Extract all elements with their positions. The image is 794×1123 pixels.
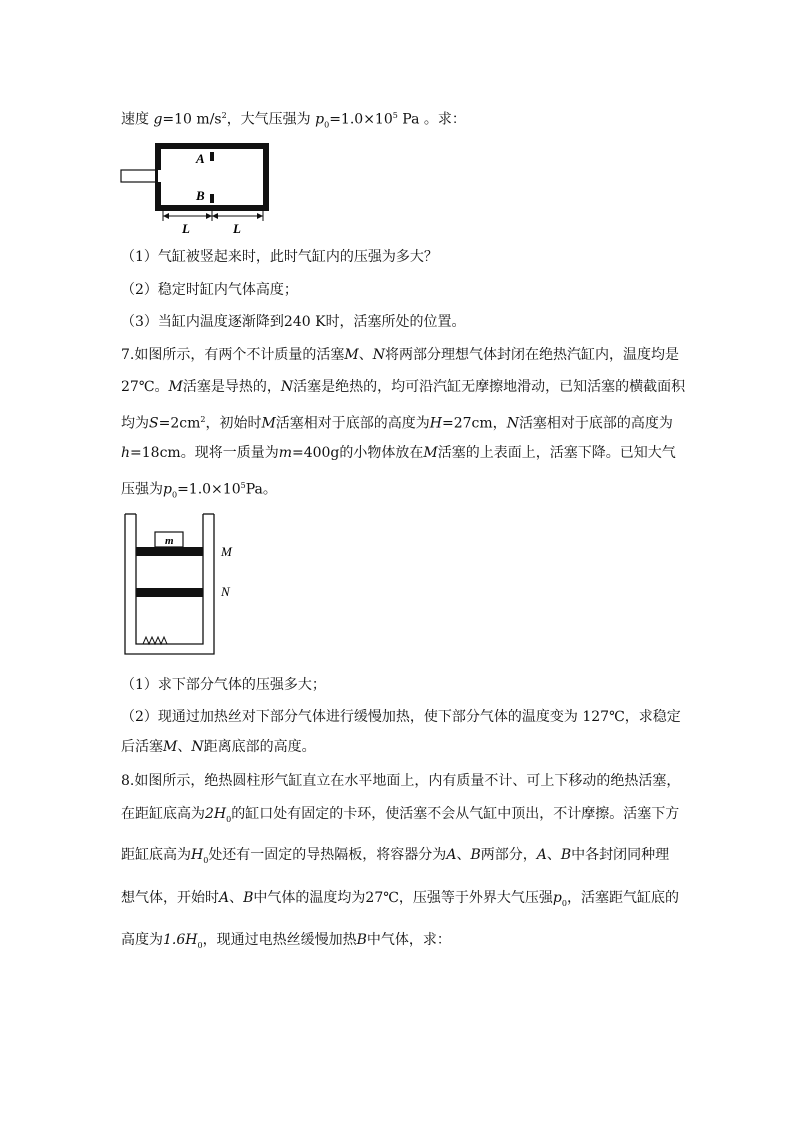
- question-7-part-2-cont: 后活塞M、N距离底部的高度。: [121, 739, 316, 755]
- question-8-line-3: 距缸底高为$H_0$处还有一固定的导热隔板，将容器分为A、B两部分，A、B中各封闭同种理: [121, 847, 670, 865]
- label-piston-n: N: [221, 584, 230, 599]
- question-7-line-5: 压强为$p_0=1.0\times 10^5Pa$。: [121, 481, 277, 500]
- question-8-line-2: 在距缸底高为$2H_0$的缸口处有固定的卡环，使活塞不会从气缸中顶出，不计摩擦。活塞下方: [121, 806, 680, 824]
- question-7-part-1: （1）求下部分气体的压强多大；: [121, 677, 326, 693]
- question-8-line-5: 高度为$1.6H_0$，现通过电热丝缓慢加热B中气体，求：: [121, 932, 451, 950]
- figure-vertical-cylinder: [118, 510, 248, 658]
- label-b: B: [196, 188, 205, 203]
- question-8-line-4: 想气体，开始时A、B中气体的温度均为27℃，压强等于外界大气压强$p_0$，活塞距气缸底的: [121, 890, 679, 908]
- question-7-line-4: h=18cm。现将一质量为m=400g的小物体放在M活塞的上表面上，活塞下降。已知大气: [121, 445, 676, 461]
- question-7-line-1: 7.如图所示，有两个不计质量的活塞M、N将两部分理想气体封闭在绝热汽缸内，温度均是: [121, 347, 679, 363]
- question-6-part-2: （2）稳定时缸内气体高度；: [121, 282, 298, 298]
- label-small-m: m: [165, 535, 174, 547]
- label-l1: L: [182, 221, 190, 236]
- label-a: A: [196, 151, 205, 166]
- question-6-part-1: （1）气缸被竖起来时，此时气缸内的压强为多大？: [121, 249, 438, 265]
- question-7-part-2: （2）现通过加热丝对下部分气体进行缓慢加热，使下部分气体的温度变为 127℃，求稳定: [121, 709, 681, 725]
- question-8-line-1: 8.如图所示，绝热圆柱形气缸直立在水平地面上，内有质量不计、可上下移动的绝热活塞，: [121, 773, 681, 789]
- question-6-part-3: （3）当缸内温度逐渐降到240 K时，活塞所处的位置。: [121, 314, 466, 330]
- question-7-line-3: 均为$S=2cm^2$，初始时M活塞相对于底部的高度为H=27cm，N活塞相对于底部的高度为: [121, 415, 673, 432]
- figure-horizontal-cylinder: [118, 140, 278, 236]
- label-piston-m: M: [221, 544, 232, 559]
- question-7-line-2: 27℃。M活塞是导热的，N活塞是绝热的，均可沿汽缸无摩擦地滑动，已知活塞的横截面积: [121, 379, 686, 395]
- label-l2: L: [233, 221, 241, 236]
- text-line-gravity-pressure: 速度 g=10 $m/s^2$，大气压强为 $p_0=1.0\times 10^5$ Pa 。求：: [121, 111, 466, 130]
